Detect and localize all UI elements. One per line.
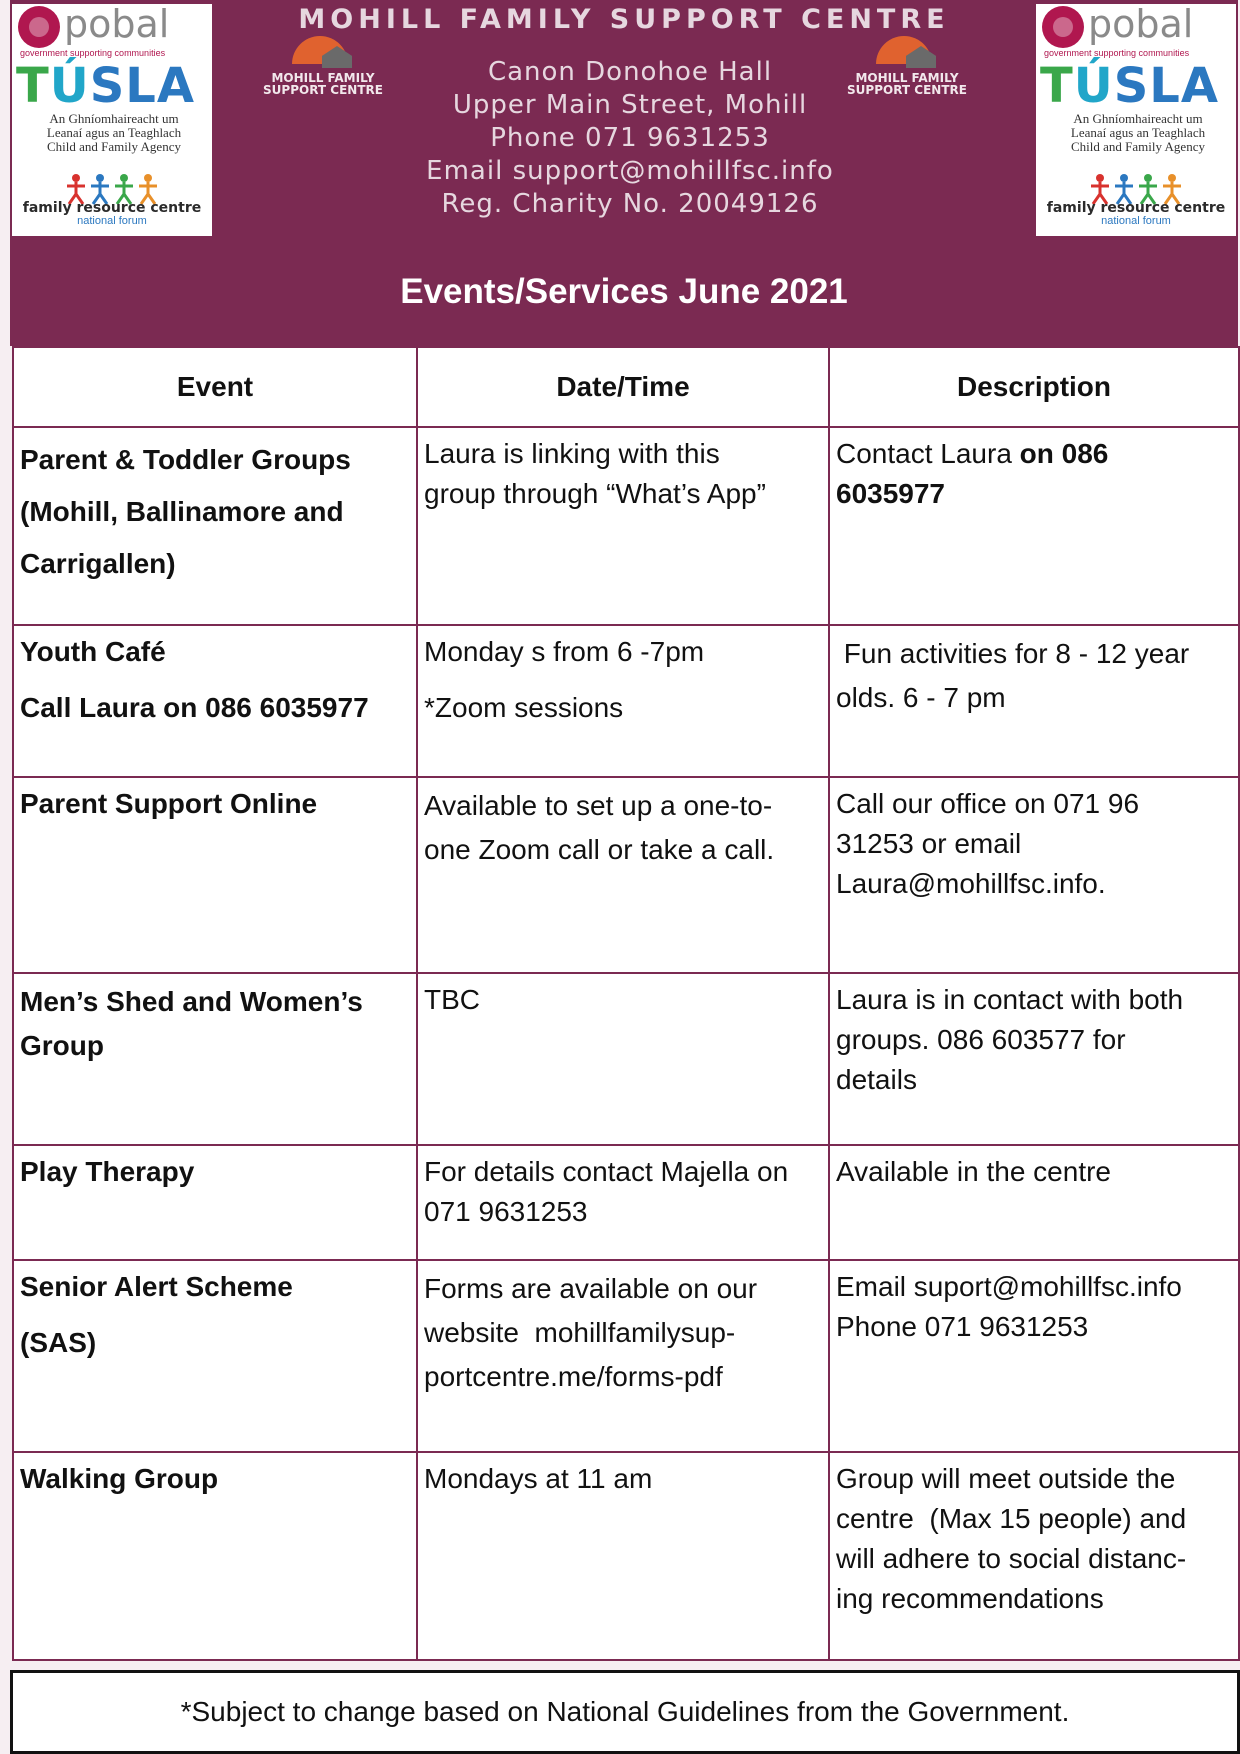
table-row — [13, 973, 1239, 1145]
header-banner — [10, 0, 1238, 238]
description-cell: Group will meet outside the centre (Max 15 people) and will adhere to social distanc- ing recommendations — [829, 1452, 1239, 1660]
datetime-cell: Monday s from 6 -7pm *Zoom sessions — [417, 625, 829, 777]
email-line: Email support@mohillfsc.info — [426, 156, 834, 186]
pobal-tagline: government supporting communities — [20, 48, 166, 58]
event-cell: Senior Alert Scheme (SAS) — [13, 1260, 417, 1452]
column-header-event: Event — [13, 347, 417, 427]
description-cell: Call our office on 071 96 31253 or email Laura@mohillfsc.info. — [829, 777, 1239, 973]
column-header-description: Description — [829, 347, 1239, 427]
pobal-mark-icon — [18, 6, 60, 48]
frc-label: family resource centre — [1046, 200, 1226, 216]
table-row — [13, 1260, 1239, 1452]
events-table — [12, 346, 1240, 1661]
event-cell: Walking Group — [13, 1452, 417, 1660]
centre-name: MOHILL FAMILY SUPPORT CENTRE — [298, 4, 950, 35]
datetime-cell: TBC — [417, 973, 829, 1145]
address-line-2: Upper Main Street, Mohill — [452, 90, 808, 120]
datetime-cell: Laura is linking with this group through “What’s App” — [417, 427, 829, 625]
footer-note: *Subject to change based on National Guidelines from the Government. — [10, 1670, 1240, 1754]
address-line-1: Canon Donohoe Hall — [487, 57, 773, 87]
description-cell: Fun activities for 8 - 12 year olds. 6 - 7 pm — [829, 625, 1239, 777]
pobal-mark-icon — [1042, 6, 1084, 48]
table-row — [13, 427, 1239, 625]
pobal-tagline: government supporting communities — [1044, 48, 1190, 58]
description-cell: Email suport@mohillfsc.info Phone 071 9631253 — [829, 1260, 1239, 1452]
frc-label: family resource centre — [22, 200, 202, 216]
partner-logos-right — [1036, 4, 1236, 236]
description-cell: Available in the centre — [829, 1145, 1239, 1260]
tusla-logo: TÚSLA — [16, 58, 196, 114]
frc-sublabel: national forum — [77, 215, 147, 227]
mohill-logo-left: MOHILL FAMILY SUPPORT CENTRE — [248, 36, 398, 96]
frc-sublabel: national forum — [1101, 215, 1171, 227]
description-cell: Laura is in contact with both groups. 086 603577 for details — [829, 973, 1239, 1145]
page-title: Events/Services June 2021 — [400, 272, 848, 311]
pobal-logo — [18, 2, 208, 58]
contact-details — [350, 56, 910, 221]
table-row — [13, 1145, 1239, 1260]
table-row — [13, 625, 1239, 777]
tusla-agency-text: An Ghníomhaireacht um Leanaí agus an Teaghlach Child and Family Agency — [1070, 111, 1206, 154]
charity-line: Reg. Charity No. 20049126 — [441, 189, 819, 219]
datetime-cell: For details contact Majella on 071 9631253 — [417, 1145, 829, 1260]
event-cell: Parent Support Online — [13, 777, 417, 973]
datetime-cell: Forms are available on our website mohillfamilysup- portcentre.me/forms-pdf — [417, 1260, 829, 1452]
table-header-row — [13, 347, 1239, 427]
pobal-wordmark: pobal — [64, 2, 170, 46]
event-cell: Play Therapy — [13, 1145, 417, 1260]
datetime-cell: Available to set up a one-to- one Zoom call or take a call. — [417, 777, 829, 973]
table-row — [13, 777, 1239, 973]
tusla-logo: TÚSLA — [1040, 58, 1220, 114]
datetime-cell: Mondays at 11 am — [417, 1452, 829, 1660]
event-cell: Youth Café Call Laura on 086 6035977 — [13, 625, 417, 777]
column-header-datetime: Date/Time — [417, 347, 829, 427]
event-cell: Men’s Shed and Women’s Group — [13, 973, 417, 1145]
event-cell: Parent & Toddler Groups (Mohill, Ballinamore and Carrigallen) — [13, 427, 417, 625]
description-cell: Contact Laura on 086 6035977 — [829, 427, 1239, 625]
title-bar — [10, 238, 1238, 346]
pobal-logo — [1042, 2, 1232, 58]
pobal-wordmark: pobal — [1088, 2, 1194, 46]
partner-logos-left — [12, 4, 212, 236]
tusla-agency-text: An Ghníomhaireacht um Leanaí agus an Teaghlach Child and Family Agency — [46, 111, 182, 154]
mohill-logo-right: MOHILL FAMILY SUPPORT CENTRE — [832, 36, 982, 96]
table-row — [13, 1452, 1239, 1660]
phone-line: Phone 071 9631253 — [490, 123, 770, 153]
